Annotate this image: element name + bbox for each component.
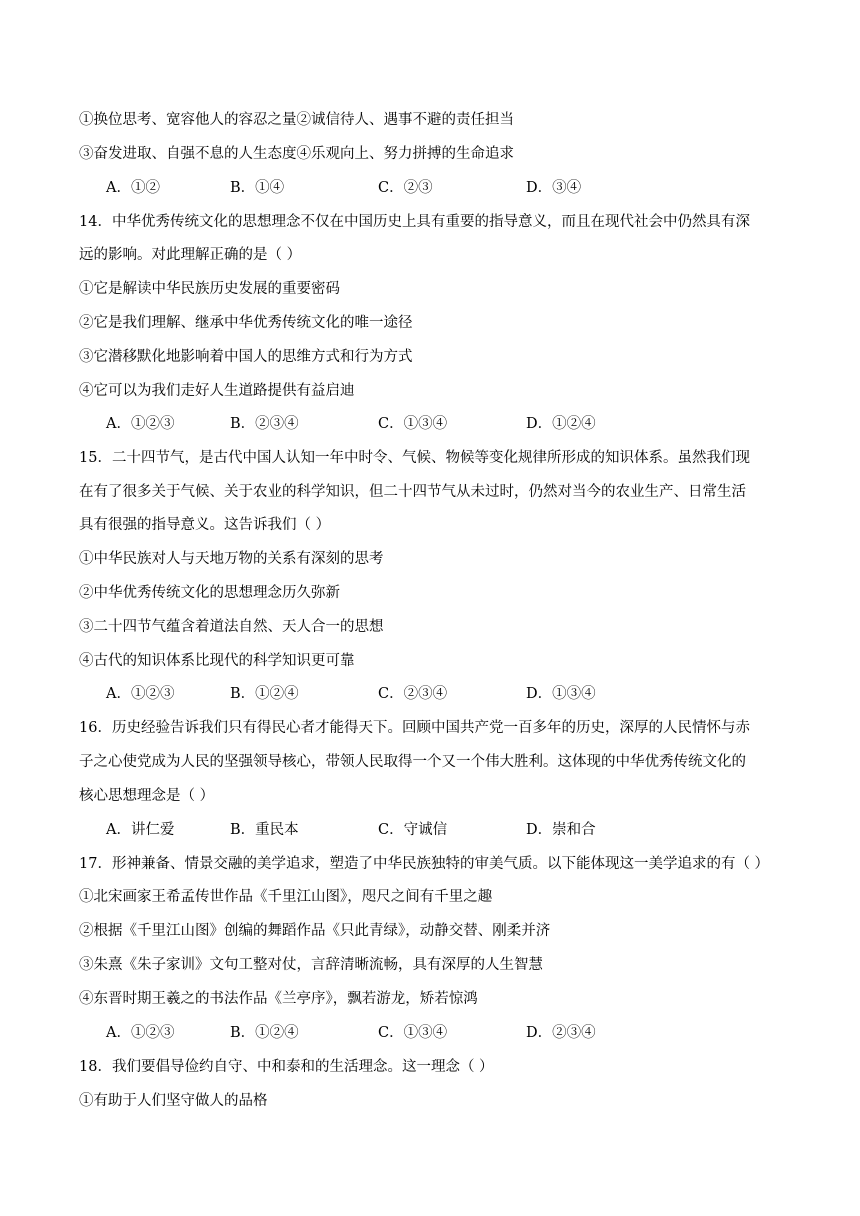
q14-item-1: ①它是解读中华民族历史发展的重要密码 xyxy=(79,281,340,297)
q17-option-d[interactable]: D．②③④ xyxy=(526,1025,596,1041)
q15-option-d[interactable]: D．①③④ xyxy=(526,686,596,702)
q13-option-d[interactable]: D．③④ xyxy=(526,180,582,196)
q14-option-c[interactable]: C．①③④ xyxy=(378,416,448,432)
q14-stem-2: 远的影响。对此理解正确的是（ ） xyxy=(79,247,302,263)
q13-option-c[interactable]: C．②③ xyxy=(378,180,433,196)
q16-option-a[interactable]: A．讲仁爱 xyxy=(106,822,175,838)
q14-item-2: ②它是我们理解、继承中华优秀传统文化的唯一途径 xyxy=(79,315,413,331)
q14-option-d[interactable]: D．①②④ xyxy=(526,416,596,432)
q15-option-a[interactable]: A．①②③ xyxy=(106,686,175,702)
q17-item-3: ③朱熹《朱子家训》文句工整对仗，言辞清晰流畅，具有深厚的人生智慧 xyxy=(79,957,543,973)
q15-stem-3: 具有很强的指导意义。这告诉我们（ ） xyxy=(79,517,331,533)
q13-option-b[interactable]: B．①④ xyxy=(230,180,285,196)
q13-item-1: ①换位思考、宽容他人的容忍之量②诚信待人、遇事不避的责任担当 xyxy=(79,112,514,128)
q15-item-3: ③二十四节气蕴含着道法自然、天人合一的思想 xyxy=(79,619,384,635)
q17-item-1: ①北宋画家王希孟传世作品《千里江山图》，咫尺之间有千里之趣 xyxy=(79,889,493,905)
q14-option-b[interactable]: B．②③④ xyxy=(230,416,299,432)
q18-item-1: ①有助于人们坚守做人的品格 xyxy=(79,1093,268,1109)
q15-item-2: ②中华优秀传统文化的思想理念历久弥新 xyxy=(79,585,340,601)
q15-option-b[interactable]: B．①②④ xyxy=(230,686,299,702)
q17-item-2: ②根据《千里江山图》创编的舞蹈作品《只此青绿》，动静交替、刚柔并济 xyxy=(79,923,551,939)
q17-option-c[interactable]: C．①③④ xyxy=(378,1025,448,1041)
q14-item-3: ③它潜移默化地影响着中国人的思维方式和行为方式 xyxy=(79,349,413,365)
q13-option-a[interactable]: A．①② xyxy=(106,180,160,196)
q16-option-d[interactable]: D．崇和合 xyxy=(526,822,596,838)
q15-item-4: ④古代的知识体系比现代的科学知识更可靠 xyxy=(79,653,355,669)
q17-stem-1: 17．形神兼备、情景交融的美学追求，塑造了中华民族独特的审美气质。以下能体现这一美学追求的有（ ） xyxy=(79,856,770,872)
q15-item-1: ①中华民族对人与天地万物的关系有深刻的思考 xyxy=(79,551,384,567)
q14-item-4: ④它可以为我们走好人生道路提供有益启迪 xyxy=(79,383,355,399)
q16-option-b[interactable]: B．重民本 xyxy=(230,822,299,838)
q15-stem-1: 15．二十四节气，是古代中国人认知一年中时令、气候、物候等变化规律所形成的知识体系。虽然我们现 xyxy=(79,450,750,466)
q16-stem-3: 核心思想理念是（ ） xyxy=(79,788,215,804)
q17-option-a[interactable]: A．①②③ xyxy=(106,1025,175,1041)
q16-option-c[interactable]: C．守诚信 xyxy=(378,822,448,838)
q17-item-4: ④东晋时期王羲之的书法作品《兰亭序》，飘若游龙，矫若惊鸿 xyxy=(79,991,478,1007)
q15-stem-2: 在有了很多关于气候、关于农业的科学知识，但二十四节气从未过时，仍然对当今的农业生产、日常生活 xyxy=(79,484,746,500)
q18-stem-1: 18．我们要倡导俭约自守、中和泰和的生活理念。这一理念（ ） xyxy=(79,1059,494,1075)
q17-option-b[interactable]: B．①②④ xyxy=(230,1025,299,1041)
q13-item-2: ③奋发进取、自强不息的人生态度④乐观向上、努力拼搏的生命追求 xyxy=(79,146,514,162)
q14-stem-1: 14．中华优秀传统文化的思想理念不仅在中国历史上具有重要的指导意义，而且在现代社会中仍然具有深 xyxy=(79,214,750,230)
q14-option-a[interactable]: A．①②③ xyxy=(106,416,175,432)
q16-stem-1: 16．历史经验告诉我们只有得民心者才能得天下。回顾中国共产党一百多年的历史，深厚的人民情怀与赤 xyxy=(79,720,750,736)
q16-stem-2: 子之心使党成为人民的坚强领导核心，带领人民取得一个又一个伟大胜利。这体现的中华优秀传统文化的 xyxy=(79,754,746,770)
q15-option-c[interactable]: C．②③④ xyxy=(378,686,448,702)
